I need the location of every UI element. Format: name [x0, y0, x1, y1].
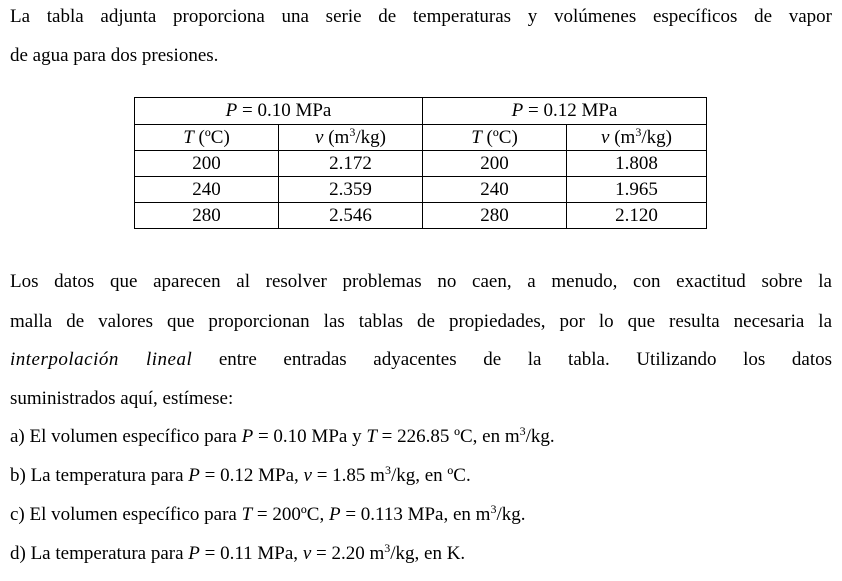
question-a: a) El volumen específico para P = 0.10 MPa y T = 226.85 ºC, en $m^3/kg$.	[10, 424, 555, 447]
body-line-2: malla de valores que proporcionan las tablas de propiedades, por lo que resulta necesaria la	[10, 311, 832, 332]
table-cell: 2.359	[279, 177, 423, 203]
pressure-group-header: P = 0.10 MPa	[135, 98, 423, 125]
table-cell: 200	[423, 151, 567, 177]
body-line-1: Los datos que aparecen al resolver problemas no caen, a menudo, con exactitud sobre la	[10, 271, 832, 292]
table-cell: 1.808	[567, 151, 707, 177]
body-line-3	[10, 349, 832, 371]
table-cell: 240	[135, 177, 279, 203]
table-cell: 280	[423, 203, 567, 229]
column-header-specific-volume: v $(m^3/kg)$	[567, 125, 707, 151]
body-line-3-rest: entre entradas adyacentes de la tabla. Utilizando los datos	[192, 349, 832, 370]
pressure-group-header: P = 0.12 MPa	[423, 98, 707, 125]
table-cell: 240	[423, 177, 567, 203]
column-header-temperature: T (ºC)	[135, 125, 279, 151]
table-cell: 2.120	[567, 203, 707, 229]
body-line-4: suministrados aquí, estímese:	[10, 388, 234, 409]
question-d: d) La temperatura para P = 0.11 MPa, v = 2.20 $m^3/kg$, en K.	[10, 541, 466, 564]
emphasis-term: interpolación lineal	[10, 349, 193, 370]
table-row	[135, 203, 707, 229]
question-c: c) El volumen específico para T = 200ºC, P = 0.113 MPa, en $m^3/kg$.	[10, 502, 526, 525]
table-cell: 1.965	[567, 177, 707, 203]
intro-line-1: La tabla adjunta proporciona una serie de temperaturas y volúmenes específicos de vapor	[10, 6, 832, 27]
table-cell: 2.546	[279, 203, 423, 229]
table-cell: 2.172	[279, 151, 423, 177]
column-header-specific-volume: v $(m^3/kg)$	[279, 125, 423, 151]
table-row	[135, 151, 707, 177]
table-column-header-row	[135, 125, 707, 151]
intro-line-2: de agua para dos presiones.	[10, 45, 219, 66]
table-pressure-header-row	[135, 98, 707, 125]
table-row	[135, 177, 707, 203]
table-cell: 280	[135, 203, 279, 229]
question-b: b) La temperatura para P = 0.12 MPa, v = 1.85 $m^3/kg$, en ºC.	[10, 463, 471, 486]
properties-table	[134, 97, 707, 229]
column-header-temperature: T (ºC)	[423, 125, 567, 151]
table-cell: 200	[135, 151, 279, 177]
